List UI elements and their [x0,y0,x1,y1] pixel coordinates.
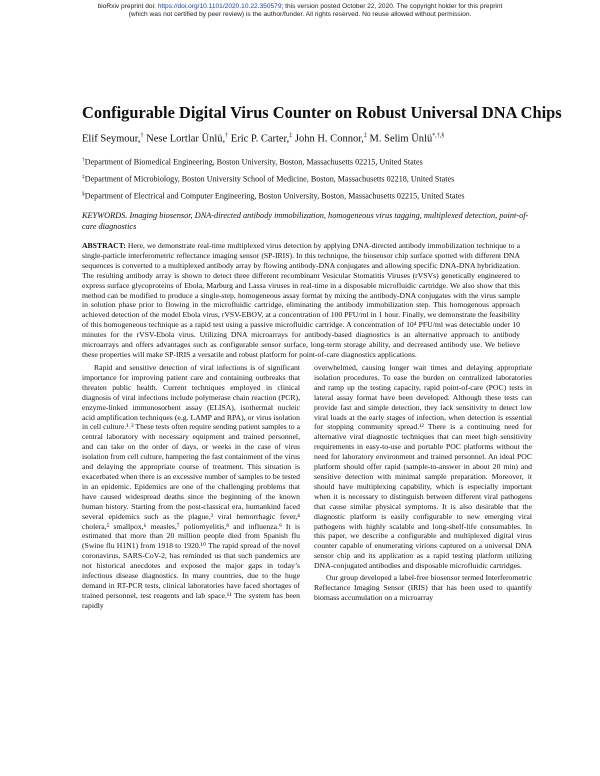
body-paragraph: overwhelmed, causing longer wait times and delaying appropriate isolation procedures. To ease the burden on centralized laboratories and ramp up the testing capacity, rapid point-of-care (POC) tests in lateral assay format have been developed. Although these tests can provide fast and simple detection, they lack sensitivity to detect low viral loads at the early stages of infection, when detection is essential for stopping community spread.¹² There is a continuing need for alternative viral diagnostic techniques that can meet high sensitivity requirements in easy-to-use and portable POC platforms without the need for laboratory environment and trained personnel. An ideal POC platform should offer rapid (sample-to-answer in about 20 min) and sensitive detection with minimal sample preparation. Moreover, it should have multiplexing capability, which is especially important when it is necessary to distinguish between different viral pathogens that cause similar physical symptoms. It is also desirable that the diagnostic platform is easily configurable to new emerging viral pathogens with highly scalable and long-shelf-life consumables. In this paper, we describe a configurable and multiplexed digital virus counter capable of enumerating virions captured on a universal DNA sensor chip and its application as a rapid testing platform utilizing DNA-conjugated antibodies and disposable microfluidic cartridges. [314,363,532,571]
affiliations [82,153,552,205]
affiliation-mark: ‡ [82,174,85,181]
doi-link[interactable]: https://doi.org/10.1101/2020.10.22.350579 [157,3,282,10]
body-column-right [314,363,532,603]
author-name: Elif Seymour, [82,133,141,145]
banner-line-1 [0,3,600,11]
author-name: John H. Connor, [292,133,364,145]
abstract-label: ABSTRACT: [82,241,126,250]
affiliation-mark: † [82,157,85,163]
banner-rest: ; this version posted October 22, 2020. The copyright holder for this preprint [281,3,503,10]
abstract [82,241,520,360]
body-paragraph: Our group developed a label-free biosensor termed Interferometric Reflectance Imaging Sensor (IRIS) that has been used to quantify biomass accumulation on a microarray [314,573,532,602]
paper-title: Configurable Digital Virus Counter on Robust Universal DNA Chips [82,103,562,122]
preprint-banner [0,3,600,19]
author-mark: † [140,133,144,139]
author-mark: *,†,§ [432,133,445,139]
body-column-left [82,363,300,611]
author-mark: ‡ [289,133,293,139]
affiliation [82,187,552,204]
banner-line-2: (which was not certified by peer review) is the author/funder. All rights reserved. No reuse allowed without permission. [128,11,472,18]
body-paragraph: Rapid and sensitive detection of viral infections is of significant importance for improving patient care and containing outbreaks that threaten public health. Current techniques employed in clinical diagnosis of viral infections include polymerase chain reaction (PCR), enzyme-linked immunosorbent assay (ELISA), isothermal nucleic acid amplification techniques (e.g. LAMP and RPA), or virus isolation in cell culture.¹˒² These tests often require sending patient samples to a central laboratory with necessary equipment and trained personnel, and can take on the order of days, or weeks in the case of virus isolation from cell culture, hampering the fast containment of the virus and delaying the appropriate course of treatment. This situation is exacerbated when there is an excessive number of samples to be tested in an epidemic. Epidemics are one of the challenging problems that have caused widespread deaths since the beginning of the known human history. Starting from the post-classical era, humankind faced several epidemics such as the plague,³ viral hemorrhagic fever,⁴ cholera,⁵ smallpox,⁶ measles,⁷ poliomyelitis,⁸ and influenza.⁹ It is estimated that more than 20 million people died from Spanish flu (Swine flu H1N1) from 1918 to 1920.¹⁰ The rapid spread of the novel coronavirus, SARS-CoV-2, has reminded us that such pandemics are not historical anecdotes and exposed the major gaps in today’s infectious disease diagnostics. In many countries, due to the huge demand in RT-PCR tests, clinical laboratories have faced shortages of trained personnel, test reagents and lab space.¹¹ The system has been rapidly [82,363,300,610]
author-name: M. Selim Ünlü [366,133,433,145]
affiliation-mark: § [82,191,85,198]
author-mark: ‡ [363,133,367,139]
author-list [82,130,552,146]
author-name: Eric P. Carter, [228,133,290,145]
abstract-text: Here, we demonstrate real-time multiplexed virus detection by applying DNA-directed antibody immobilization technique to a single-particle interferometric reflectance imaging sensor (SP-IRIS). In this technique, the biosensor chip surface spotted with different DNA sequences is converted to a multiplexed antibody array by flowing antibody-DNA conjugates and allowing specific DNA-DNA hybridization. The resulting antibody array is shown to detect three different recombinant Vesicular Stomatitis Viruses (rVSVs) genetically engineered to express surface glycoproteins of Ebola, Marburg and Lassa viruses in real-time in a disposable microfluidic cartridge. We also show that this method can be modified to produce a single-step, homogeneous assay format by mixing the antibody-DNA conjugates with the virus sample in solution phase prior to flowing in the microfluidic cartridge, eliminating the antibody immobilization step. This homogenous approach achieved detection of the model Ebola virus, rVSV-EBOV, at a concentration of 100 PFU/ml in 1 hour. Finally, we demonstrate the feasibility of this homogeneous technique as a rapid test using a passive microfluidic cartridge. A concentration of 10⁴ PFU/ml was detectable under 10 minutes for the rVSV-Ebola virus. Utilizing DNA microarrays for antibody-based diagnostics is an alternative approach to antibody microarrays and offers advantages such as configurable sensor surface, long-term storage ability, and decreased antibody use. We believe these properties will make SP-IRIS a versatile and robust platform for point-of-care diagnostics applications. [82,241,520,359]
keywords: KEYWORDS. Imaging biosensor, DNA-directed antibody immobilization, homogeneous virus tagging, multiplexed detection, point-of-care diagnostics [82,211,529,231]
author-mark: † [225,133,229,139]
affiliation-text: Department of Electrical and Computer Engineering, Boston University, Boston, Massachusetts 02215, United States [84,192,465,202]
banner-prefix: bioRxiv preprint doi: [97,3,158,10]
author-name: Nese Lortlar Ünlü, [143,133,226,145]
affiliation [82,170,552,187]
affiliation-text: Department of Biomedical Engineering, Boston University, Boston, Massachusetts 02215, United States [84,157,423,167]
affiliation [82,153,552,170]
affiliation-text: Department of Microbiology, Boston University School of Medicine, Boston, Massachusetts 02218, United States [84,174,455,184]
